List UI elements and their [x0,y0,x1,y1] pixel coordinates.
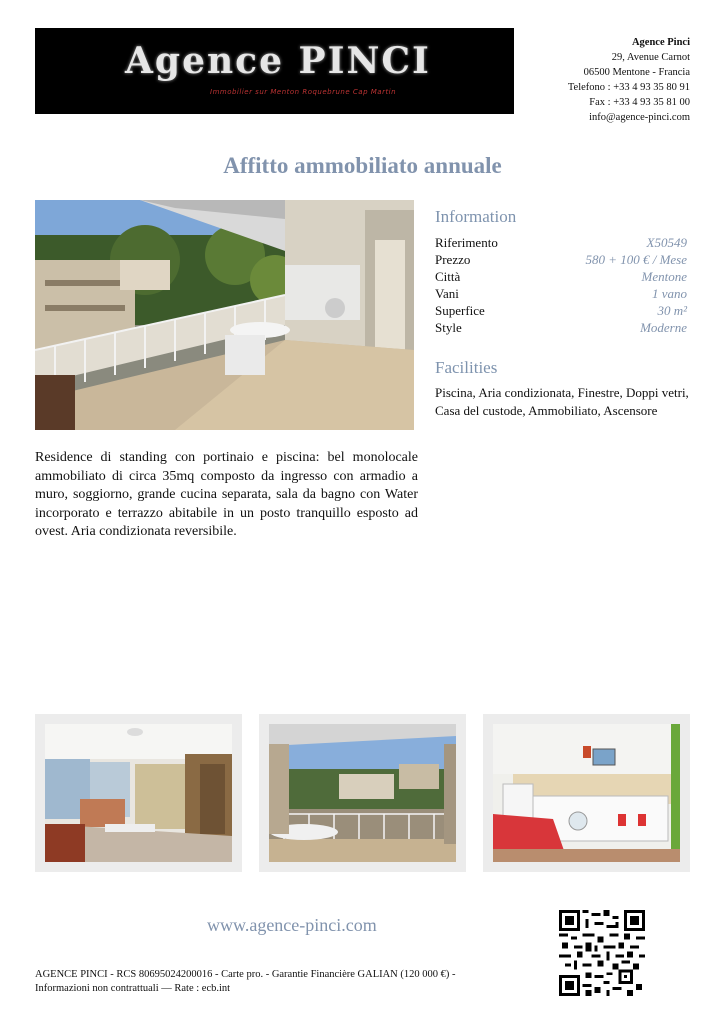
address-line-2: 06500 Mentone - Francia [583,67,690,78]
info-label: Vani [435,286,459,301]
legal-footer [35,968,535,996]
fax: Fax : +33 4 93 35 81 00 [589,97,690,108]
agency-name: Agence Pinci [631,37,690,48]
info-label: Città [435,269,461,284]
website-link[interactable]: www.agence-pinci.com [207,915,377,935]
info-value: Mentone [641,269,687,284]
phone: Telefono : +33 4 93 35 80 91 [567,82,690,93]
info-label: Riferimento [435,235,498,250]
info-row-citta [435,268,687,285]
page-title: Affitto ammobiliato annuale [223,153,502,178]
info-value: Moderne [640,320,687,335]
information-heading: Information [435,207,517,226]
info-label: Prezzo [435,252,471,267]
logo-subtitle: Immobilier sur Menton Roquebrune Cap Martin [210,88,397,96]
info-row-style [435,319,687,336]
qr-code-icon [559,910,645,996]
legal-line-2: Informazioni non contrattuali — Rate : ecb.int [35,983,231,994]
thumbnail-living-room[interactable] [35,714,242,872]
info-row-superfice [435,302,687,319]
facilities-list: Piscina, Aria condizionata, Finestre, Doppi vetri, Casa del custode, Ammobiliato, Ascensore [435,385,689,418]
address-line-1: 29, Avenue Carnot [611,52,690,63]
info-label: Style [435,320,462,335]
thumbnail-kitchen[interactable] [483,714,690,872]
logo-title: Agence PINCI [125,40,431,82]
info-row-vani [435,285,687,302]
agency-contact [568,35,690,125]
info-value: 30 m² [657,303,687,318]
information-table [435,234,687,336]
info-label: Superfice [435,303,485,318]
info-row-riferimento [435,234,687,251]
info-value: X50549 [646,235,687,250]
property-description: Residence di standing con portinaio e piscina: bel monolocale ammobiliato di circa 35mq composto da ingresso con armadio a muro, soggiorno, grande cucina separata, sala da bagno con Water incorporato e terrazzo abitabile in un posto tranquillo esposto ad ovest. Aria condizionata reversibile. [35,450,418,539]
email-link[interactable]: info@agence-pinci.com [589,112,690,123]
info-row-prezzo [435,251,687,268]
thumbnail-terrace[interactable] [259,714,466,872]
legal-line-1: AGENCE PINCI - RCS 80695024200016 - Carte pro. - Garantie Financière GALIAN (120 000 €) - [35,969,456,980]
info-value: 580 + 100 € / Mese [585,252,687,267]
facilities-heading: Facilities [435,358,498,377]
agency-logo [35,28,514,114]
main-photo-balcony [35,200,414,430]
info-value: 1 vano [651,286,687,301]
